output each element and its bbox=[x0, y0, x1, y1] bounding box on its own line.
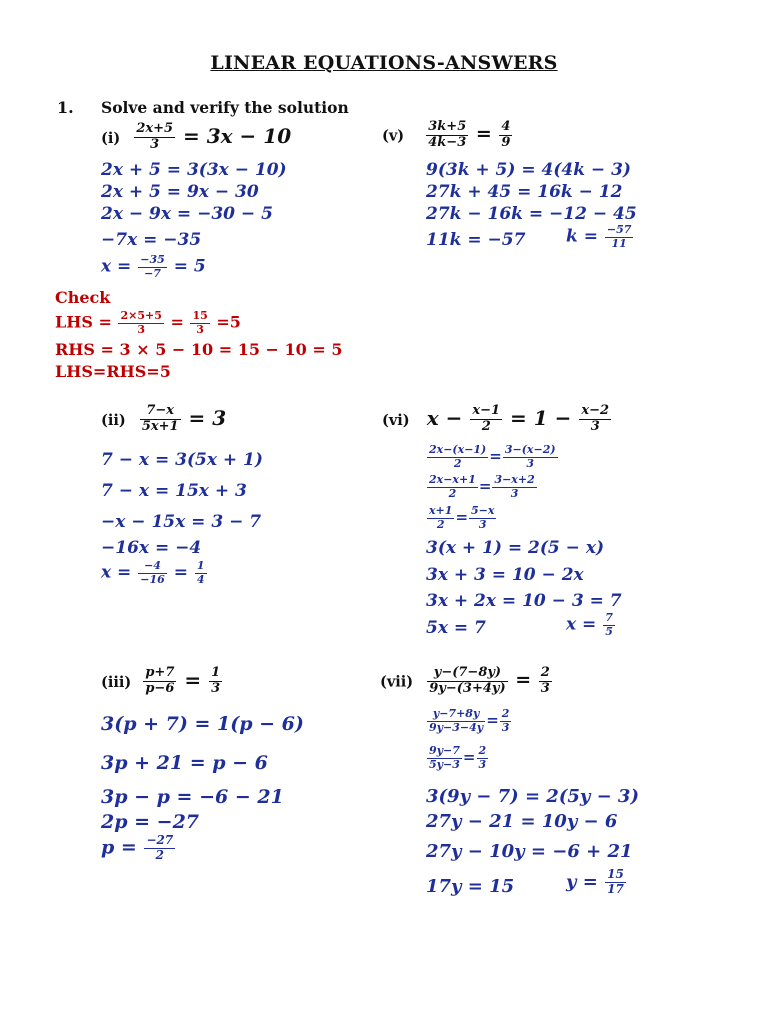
part-i-label: (i) bbox=[101, 129, 121, 147]
part-vi-frac-step: $\frac{2x-x+1}{2}$ = $\frac{3-x+2}{3}$ bbox=[429, 473, 535, 500]
part-vi-final-left: 5x = 7 bbox=[426, 618, 486, 638]
part-v-label: (v) bbox=[382, 127, 405, 145]
part-v-final-left: 11k = −57 bbox=[426, 230, 526, 250]
part-vii-final: y = $\frac{15}{17}$ bbox=[566, 867, 624, 896]
part-ii-step: 7 − x = 3(5x + 1) bbox=[101, 450, 263, 470]
part-vi-label: (vi) bbox=[382, 411, 410, 429]
part-i-step: −7x = −35 bbox=[101, 230, 202, 250]
part-ii-final: x = $\frac{-4}{-16}$ = $\frac{1}{4}$ bbox=[101, 559, 205, 586]
part-v-step: 9(3k + 5) = 4(4k − 3) bbox=[426, 160, 631, 180]
part-iii-step: 2p = −27 bbox=[101, 811, 200, 833]
part-vi-step: 3(x + 1) = 2(5 − x) bbox=[426, 538, 605, 558]
part-ii-step: −16x = −4 bbox=[101, 538, 202, 558]
part-vi-frac-step: $\frac{x+1}{2}$ = $\frac{5-x}{3}$ bbox=[429, 504, 495, 531]
check-result: LHS=RHS=5 bbox=[55, 362, 171, 381]
part-i-rhs: = 3x − 10 bbox=[183, 123, 292, 148]
part-vii-frac-step: $\frac{y-7+8y}{9y-3-4y}$ = $\frac{2}{3}$ bbox=[429, 707, 510, 734]
part-ii-step: −x − 15x = 3 − 7 bbox=[101, 512, 262, 532]
part-vi-final: x = $\frac{7}{5}$ bbox=[566, 611, 613, 638]
part-vi-problem: (vi) x − $\frac{x-1}{2}$ = 1 − $\frac{x-2}{3}$ bbox=[382, 403, 610, 434]
part-i-step: 2x + 5 = 3(3x − 10) bbox=[101, 160, 287, 180]
check-rhs: RHS = 3 × 5 − 10 = 15 − 10 = 5 bbox=[55, 340, 343, 359]
part-ii-step: 7 − x = 15x + 3 bbox=[101, 481, 247, 501]
part-vii-problem: (vii) $\frac{y-(7-8y)}{9y-(3+4y)}$ = $\frac{2}{3}$ bbox=[380, 665, 550, 696]
part-i-step: 2x + 5 = 9x − 30 bbox=[101, 182, 259, 202]
part-vi-frac-step: $\frac{2x-(x-1)}{2}$ = $\frac{3-(x-2)}{3}$ bbox=[429, 443, 556, 470]
question-instruction: Solve and verify the solution bbox=[101, 98, 349, 117]
check-heading: Check bbox=[55, 288, 111, 307]
part-iii-step: 3p + 21 = p − 6 bbox=[101, 752, 268, 774]
part-vii-label: (vii) bbox=[380, 673, 414, 691]
part-v-step: 27k − 16k = −12 − 45 bbox=[426, 204, 637, 224]
question-number: 1. bbox=[57, 98, 74, 117]
part-ii-problem: (ii) $\frac{7-x}{5x+1}$ = 3 bbox=[101, 403, 227, 434]
part-i-step: 2x − 9x = −30 − 5 bbox=[101, 204, 273, 224]
part-v-step: 27k + 45 = 16k − 12 bbox=[426, 182, 623, 202]
part-vii-frac-step: $\frac{9y-7}{5y-3}$ = $\frac{2}{3}$ bbox=[429, 744, 487, 771]
part-i-problem: (i) $\frac{2x+5}{3}$ = 3x − 10 bbox=[101, 121, 292, 152]
part-iii-problem: (iii) $\frac{p+7}{p-6}$ = $\frac{1}{3}$ bbox=[101, 665, 221, 696]
part-iii-step: 3p − p = −6 − 21 bbox=[101, 786, 284, 808]
part-v-problem: (v) $\frac{3k+5}{4k-3}$ = $\frac{4}{9}$ bbox=[382, 119, 511, 150]
part-vii-step: 27y − 10y = −6 + 21 bbox=[426, 841, 633, 862]
page-title: LINEAR EQUATIONS-ANSWERS bbox=[210, 52, 558, 74]
part-ii-label: (ii) bbox=[101, 411, 126, 429]
part-iii-step: 3(p + 7) = 1(p − 6) bbox=[101, 713, 304, 735]
part-vii-step: 3(9y − 7) = 2(5y − 3) bbox=[426, 786, 639, 807]
part-iii-label: (iii) bbox=[101, 673, 132, 691]
part-v-final: k = $\frac{-57}{11}$ bbox=[566, 223, 632, 250]
part-vi-step: 3x + 3 = 10 − 2x bbox=[426, 565, 584, 585]
part-vii-final-left: 17y = 15 bbox=[426, 876, 515, 897]
check-lhs: LHS = $\frac{2\times 5+5}{3}$ = $\frac{15}{3}$ =5 bbox=[55, 309, 241, 336]
part-iii-final: p = $\frac{-27}{2}$ bbox=[101, 833, 174, 862]
part-i-final: x = $\frac{-35}{-7}$ = 5 bbox=[101, 253, 206, 280]
part-vi-step: 3x + 2x = 10 − 3 = 7 bbox=[426, 591, 622, 611]
part-vii-step: 27y − 21 = 10y − 6 bbox=[426, 811, 618, 832]
